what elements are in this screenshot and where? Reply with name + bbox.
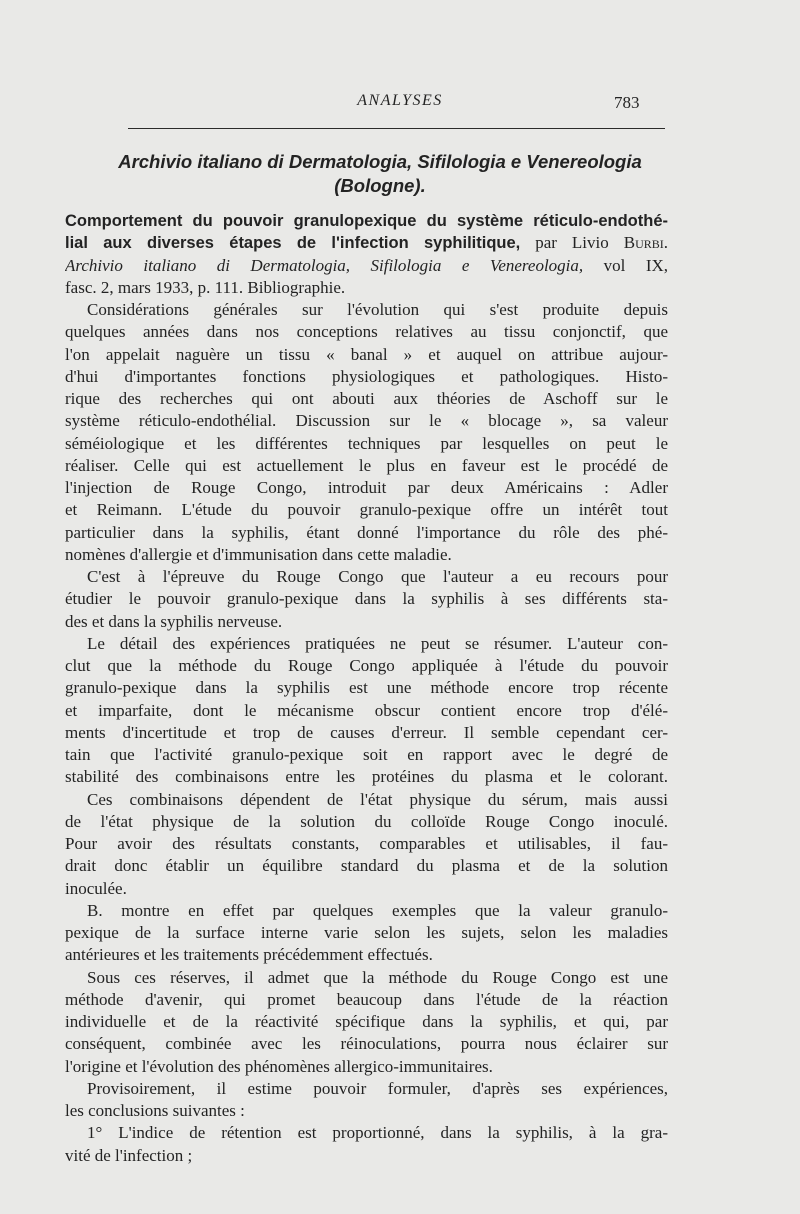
journal-title (60, 150, 700, 198)
citation-line-2: fasc. 2, mars 1933, p. 111. Bibliographie. (65, 277, 346, 297)
body-line: Le détail des expériences pratiquées ne peut se résumer. L'auteur con- (87, 633, 668, 653)
body-line: l'on appelait naguère un tissu « banal » et auquel on attribue aujour- (65, 344, 668, 364)
body-line: 1° L'indice de rétention est proportionné, dans la syphilis, à la gra- (87, 1123, 668, 1143)
body-line: l'injection de Rouge Congo, introduit par deux Américains : Adler (65, 478, 668, 497)
body-line: individuelle et de la réactivité spécifique dans la syphilis, et qui, par (65, 1012, 668, 1031)
citation-journal: Archivio italiano di Dermatologia, Sifilologia e Venereologia, (65, 255, 584, 275)
article-title-line-1: Comportement du pouvoir granulopexique du système réticulo-endothé- (65, 212, 668, 230)
body-line: nomènes d'allergie et d'immunisation dans cette maladie. (65, 544, 452, 564)
body-line: tain que l'activité granulo-pexique soit en rapport avec le degré de (65, 745, 668, 764)
article-title-line-2 (65, 232, 668, 254)
body-line: les conclusions suivantes : (65, 1101, 245, 1120)
body-line: séméiologique et les différentes techniques par lesquelles on peut le (65, 433, 668, 453)
body-line: des et dans la syphilis nerveuse. (65, 611, 283, 631)
body-line: quelques années dans nos conceptions relatives au tissu conjonctif, que (65, 322, 668, 342)
body-line: vité de l'infection ; (65, 1145, 193, 1165)
body-line: C'est à l'épreuve du Rouge Congo que l'auteur a eu recours pour (87, 567, 668, 586)
body-line: Ces combinaisons dépendent de l'état physique du sérum, mais aussi (87, 789, 668, 809)
running-title: ANALYSES (357, 92, 443, 109)
article-body (65, 299, 668, 1167)
page-number: 783 (614, 93, 640, 112)
body-line: antérieures et les traitements précédemment effectués. (65, 945, 433, 965)
body-line: l'origine et l'évolution des phénomènes allergico-immunitaires. (65, 1056, 493, 1076)
body-line: et Reimann. L'étude du pouvoir granulo-pexique offre un intérêt tout (65, 500, 668, 520)
article-title-text: lial aux diverses étapes de l'infection syphilitique, (65, 234, 521, 253)
body-line: B. montre en effet par quelques exemples que la valeur granulo- (87, 900, 668, 920)
body-line: stabilité des combinaisons entre les protéines du plasma et le colorant. (65, 767, 668, 787)
body-line: particulier dans la syphilis, étant donné l'importance du rôle des phé- (65, 522, 668, 542)
author-prefix: par Livio (535, 233, 609, 253)
body-line: réaliser. Celle qui est actuellement le plus en faveur est le procédé de (65, 455, 668, 475)
body-line: méthode d'avenir, qui promet beaucoup dans l'étude de la réaction (65, 989, 668, 1009)
body-line: étudier le pouvoir granulo-pexique dans la syphilis à ses différents sta- (65, 589, 668, 609)
body-line: système réticulo-endothélial. Discussion sur le « blocage », sa valeur (65, 411, 668, 431)
journal-title-line-2: (Bologne). (334, 175, 426, 196)
body-line: Sous ces réserves, il admet que la méthode du Rouge Congo est une (87, 967, 668, 987)
body-line: Provisoirement, il estime pouvoir formuler, d'après ses expériences, (87, 1078, 668, 1098)
body-line: granulo-pexique dans la syphilis est une méthode encore trop récente (65, 678, 668, 698)
journal-title-line-1: Archivio italiano di Dermatologia, Sifilologia e Venereologia (118, 151, 642, 172)
author-name: Burbi. (623, 233, 668, 253)
body-line: Considérations générales sur l'évolution qui s'est produite depuis (87, 300, 668, 319)
citation-line-1 (65, 255, 668, 277)
header-rule (128, 128, 665, 129)
body-line: pexique de la surface interne varie selon les sujets, selon les maladies (65, 923, 668, 942)
body-line: ments d'incertitude et trop de causes d'erreur. Il semble cependant cer- (65, 722, 668, 742)
body-line: inoculée. (65, 878, 127, 898)
body-line: Pour avoir des résultats constants, comparables et utilisables, il fau- (65, 834, 668, 853)
body-line: et imparfaite, dont le mécanisme obscur contient encore trop d'élé- (65, 700, 668, 720)
body-line: conséquent, combinée avec les réinoculations, pourra nous éclairer sur (65, 1034, 668, 1054)
body-line: rique des recherches qui ont abouti aux théories de Aschoff sur le (65, 389, 668, 408)
citation-volume: vol IX, (603, 255, 668, 275)
body-line: de l'état physique de la solution du colloïde Rouge Congo inoculé. (65, 811, 668, 831)
body-line: drait donc établir un équilibre standard du plasma et de la solution (65, 856, 668, 876)
body-line: d'hui d'importantes fonctions physiologiques et pathologiques. Histo- (65, 366, 668, 386)
article (65, 210, 668, 1167)
body-line: clut que la méthode du Rouge Congo appliquée à l'étude du pouvoir (65, 656, 668, 675)
